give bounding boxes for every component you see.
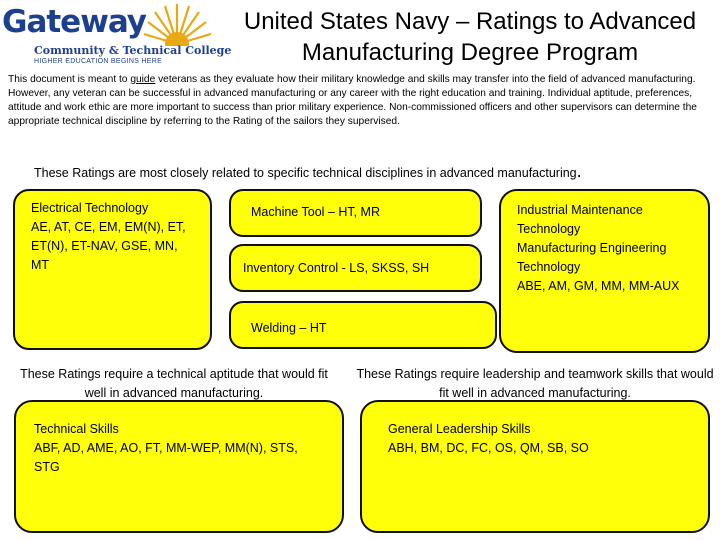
page-title: United States Navy – Ratings to Advanced Manufacturing Degree Program: [243, 8, 697, 66]
welding-box: [229, 301, 497, 349]
sun-icon: [140, 4, 215, 46]
technical-skills-box: [14, 400, 344, 533]
technical-requirement-text: These Ratings require a technical aptitude that would fit well in advanced manufacturing.: [20, 367, 328, 400]
section-heading-period: .: [576, 161, 582, 181]
inventory-control-text: Inventory Control - LS, SKSS, SH: [243, 261, 430, 275]
logo-subtitle: Community & Technical College: [34, 44, 232, 57]
leadership-skills-title: General Leadership Skills: [388, 422, 531, 436]
section-heading-text: These Ratings are most closely related to specific technical disciplines in advanced manufacturing: [34, 166, 577, 180]
electrical-ratings: AE, AT, CE, EM, EM(N), ET, ET(N), ET-NAV, GSE, MN, MT: [31, 220, 186, 272]
manufacturing-engineering-title: Manufacturing Engineering Technology: [517, 241, 667, 274]
college-logo: [0, 4, 232, 66]
welding-text: Welding – HT: [251, 321, 327, 335]
technical-skills-ratings: ABF, AD, AME, AO, FT, MM-WEP, MM(N), STS, STG: [34, 441, 298, 474]
leadership-requirement-text: These Ratings require leadership and teamwork skills that would fit well in advanced manufacturing.: [356, 367, 714, 400]
logo-wordmark: Gateway: [2, 4, 147, 40]
industrial-maintenance-box: [499, 189, 710, 353]
technical-skills-title: Technical Skills: [34, 422, 119, 436]
intro-text-start: This document is meant to: [8, 74, 131, 85]
machine-tool-text: Machine Tool – HT, MR: [251, 205, 380, 219]
leadership-skills-box: [360, 400, 710, 533]
section-heading: [34, 162, 714, 182]
machine-tool-box: [229, 189, 482, 237]
maintenance-title: Industrial Maintenance Technology: [517, 203, 643, 236]
intro-emphasis: guide: [130, 74, 156, 85]
inventory-control-box: [229, 244, 482, 292]
electrical-title: Electrical Technology: [31, 201, 149, 215]
logo-tagline: HIGHER EDUCATION BEGINS HERE: [34, 58, 163, 65]
intro-paragraph: [8, 73, 714, 129]
maintenance-ratings: ABE, AM, GM, MM, MM-AUX: [517, 279, 680, 293]
leadership-skills-ratings: ABH, BM, DC, FC, OS, QM, SB, SO: [388, 441, 589, 455]
electrical-technology-box: [13, 189, 212, 350]
intro-text-end: veterans as they evaluate how their military knowledge and skills may transfer into the field of advanced manufacturing. However, any veteran can be successful in advanced manufacturing or any career with the right education and training. Individual aptitude, preferences, attitude and work ethic are more important to success than prior military experience. Non-commissioned officers and other supervisors can determine the appropriate technical discipline by referring to the Rating of the sailors they supervised.: [8, 74, 697, 127]
